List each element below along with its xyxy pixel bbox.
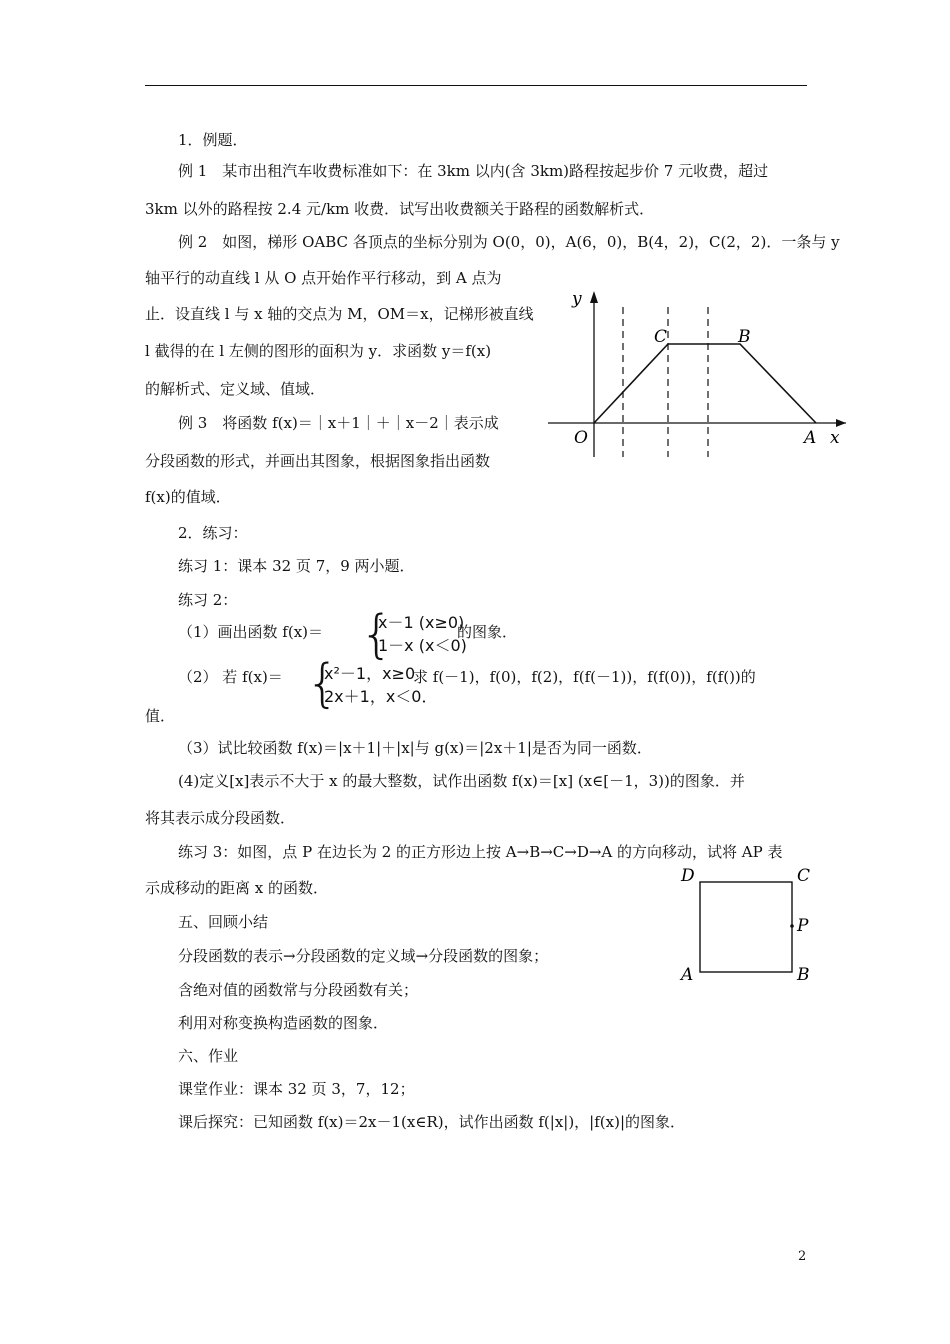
- label-y: y: [572, 289, 582, 309]
- label-C: C: [797, 866, 811, 886]
- practice2-2-end: 值．: [145, 707, 176, 725]
- practice2-1-case2: 1－x (x＜0): [378, 636, 467, 655]
- example1-line2: 3km 以外的路程按 2.4 元/km 收费．试写出收费额关于路程的函数解析式．: [145, 200, 655, 218]
- practice3-line1: 练习 3：如图，点 P 在边长为 2 的正方形边上按 A→B→C→D→A 的方向移动，试将 AP 表: [178, 843, 783, 861]
- practice2-2-case2: 2x＋1，x＜0．: [324, 687, 438, 706]
- label-B: B: [797, 965, 810, 985]
- label-O: O: [574, 428, 588, 448]
- practice2-4-line1: (4)定义[x]表示不大于 x 的最大整数，试作出函数 f(x)＝[x] (x∈[－1，3))的图象．并: [178, 772, 745, 790]
- header-rule: [145, 85, 807, 86]
- example2-line4: l 截得的在 l 左侧的图形的面积为 y．求函数 y＝f(x): [145, 342, 492, 360]
- review-line1: 分段函数的表示→分段函数的定义域→分段函数的图象；: [178, 947, 549, 965]
- homework-line2: 课后探究：已知函数 f(x)＝2x－1(x∈R)，试作出函数 f(|x|)，|f(x)|的图象．: [178, 1113, 686, 1131]
- label-A: A: [681, 965, 694, 985]
- x-axis-arrow-icon: [836, 419, 846, 427]
- section-practice: 2．练习：: [178, 524, 248, 542]
- square-shape: [700, 882, 792, 972]
- example1-line1: 例 1 某市出租汽车收费标准如下：在 3km 以内(含 3km)路程按起步价 7 元收费，超过: [178, 162, 769, 180]
- trapezoid-shape: [594, 344, 816, 423]
- section-review: 五、回顾小结: [178, 913, 269, 931]
- example3-line1: 例 3 将函数 f(x)＝｜x＋1｜＋｜x－2｜表示成: [178, 414, 499, 432]
- example3-line2: 分段函数的形式，并画出其图象，根据图象指出函数: [145, 452, 491, 470]
- label-B: B: [738, 327, 751, 347]
- label-C: C: [654, 327, 668, 347]
- review-line3: 利用对称变换构造函数的图象．: [178, 1014, 389, 1032]
- label-P: P: [797, 916, 809, 936]
- practice3-line2: 示成移动的距离 x 的函数．: [145, 879, 328, 897]
- label-D: D: [681, 866, 695, 886]
- example3-line3: f(x)的值域．: [145, 488, 231, 506]
- practice2-2-case1: x²－1，x≥0: [324, 664, 416, 683]
- practice2-title: 练习 2：: [178, 591, 238, 609]
- section-examples: 1．例题．: [178, 131, 248, 149]
- trapezoid-figure: [548, 285, 853, 465]
- example2-line2: 轴平行的动直线 l 从 O 点开始作平行移动，到 A 点为: [145, 269, 502, 287]
- review-line2: 含绝对值的函数常与分段函数有关；: [178, 981, 419, 999]
- practice2-2-prefix: （2） 若 f(x)＝: [178, 668, 283, 686]
- practice2-1-prefix: （1）画出函数 f(x)＝: [178, 623, 324, 641]
- practice2-1-case1: x－1 (x≥0): [378, 613, 465, 632]
- practice2-4-line2: 将其表示成分段函数．: [145, 809, 296, 827]
- practice2-3: （3）试比较函数 f(x)＝|x＋1|＋|x|与 g(x)＝|2x＋1|是否为同一函数．: [178, 739, 652, 757]
- practice2-1-suffix: 的图象．: [457, 623, 518, 641]
- square-figure: [676, 862, 816, 987]
- homework-line1: 课堂作业：课本 32 页 3，7，12；: [178, 1080, 415, 1098]
- label-x: x: [830, 428, 840, 448]
- left-brace-icon: {: [360, 605, 394, 665]
- practice1: 练习 1：课本 32 页 7，9 两小题．: [178, 557, 415, 575]
- example2-line3: 止．设直线 l 与 x 轴的交点为 M，OM＝x，记梯形被直线: [145, 305, 534, 323]
- example2-line1: 例 2 如图，梯形 OABC 各顶点的坐标分别为 O(0，0)，A(6，0)，B(4，2)，C(2，2)．一条与 y: [178, 233, 840, 251]
- point-P: [790, 924, 794, 928]
- example2-line5: 的解析式、定义域、值域．: [145, 380, 326, 398]
- practice2-2-suffix: 求 f(－1)，f(0)，f(2)，f(f(－1))，f(f(0))，f(f())的: [413, 668, 756, 686]
- left-brace-icon: {: [306, 654, 340, 714]
- page-number: 2: [798, 1249, 807, 1264]
- section-homework: 六、作业: [178, 1047, 239, 1065]
- label-A: A: [804, 428, 817, 448]
- y-axis-arrow-icon: [590, 291, 598, 303]
